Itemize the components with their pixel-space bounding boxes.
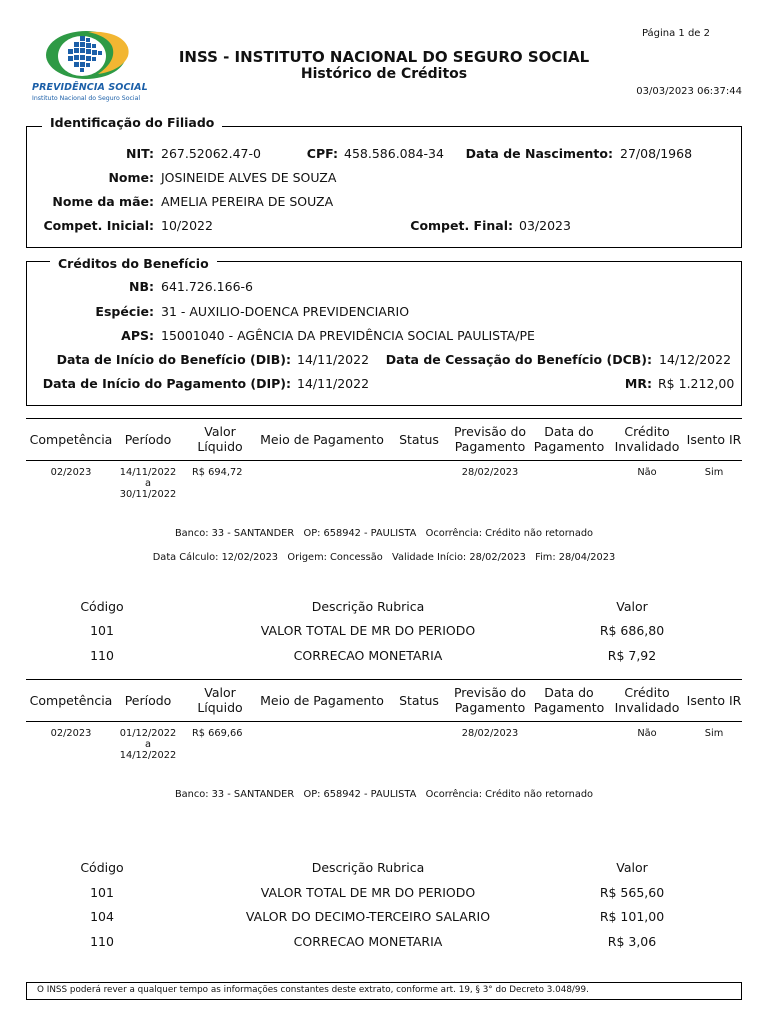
col-valor-liquido-2: Líquido <box>197 700 243 715</box>
cell-periodo-end: 14/12/2022 <box>119 750 177 761</box>
document-subtitle: Histórico de Créditos <box>300 66 468 82</box>
cell-isento: Sim <box>704 728 724 739</box>
rubrica-codigo: 104 <box>90 909 114 924</box>
col-valor-liquido-2: Líquido <box>197 439 243 454</box>
col-previsao-1: Previsão do <box>453 685 527 700</box>
document-title: INSS - INSTITUTO NACIONAL DO SEGURO SOCIAL <box>178 48 590 66</box>
cell-previsao: 28/02/2023 <box>461 728 519 739</box>
banco-info: Banco: 33 - SANTANDER OP: 658942 - PAULISTA Ocorrência: Crédito não retornado <box>174 789 594 800</box>
rubrica-codigo: 101 <box>90 885 114 900</box>
name-label: Nome: <box>108 170 154 185</box>
mr-value: R$ 1.212,00 <box>658 376 735 391</box>
aps-label: APS: <box>121 328 154 343</box>
rubrica-descricao: CORRECAO MONETARIA <box>293 648 443 663</box>
rubrica-valor: R$ 7,92 <box>607 648 657 663</box>
dcb-label: Data de Cessação do Benefício (DCB): <box>385 352 652 367</box>
col-isento-ir: Isento IR <box>686 693 742 708</box>
calculo-info: Data Cálculo: 12/02/2023 Origem: Concessão Validade Início: 28/02/2023 Fim: 28/04/2023 <box>152 552 616 563</box>
col-credito-invalidado-2: Invalidado <box>614 700 680 715</box>
cell-isento: Sim <box>704 467 724 478</box>
col-previsao-1: Previsão do <box>453 424 527 439</box>
rubrica-col-codigo: Código <box>80 599 124 614</box>
col-competencia: Competência <box>29 693 113 708</box>
compet-inicial-value: 10/2022 <box>161 218 213 233</box>
compet-final-label: Compet. Final: <box>410 218 513 233</box>
rubrica-codigo: 110 <box>90 934 114 949</box>
table-rule <box>26 721 742 722</box>
col-data-pagamento-1: Data do <box>544 424 594 439</box>
mother-name-value: AMELIA PEREIRA DE SOUZA <box>161 194 334 209</box>
aps-value: 15001040 - AGÊNCIA DA PREVIDÊNCIA SOCIAL PAULISTA/PE <box>161 328 535 343</box>
col-periodo: Período <box>124 693 172 708</box>
birth-date-label: Data de Nascimento: <box>465 146 613 161</box>
cell-competencia: 02/2023 <box>50 467 92 478</box>
logo-title: PREVIDÊNCIA SOCIAL <box>32 82 148 93</box>
col-data-pagamento-1: Data do <box>544 685 594 700</box>
cpf-label: CPF: <box>306 146 338 161</box>
nit-value: 267.52062.47-0 <box>161 146 261 161</box>
rubrica-col-descricao: Descrição Rubrica <box>311 599 425 614</box>
table-rule <box>26 460 742 461</box>
rubrica-descricao: CORRECAO MONETARIA <box>293 934 443 949</box>
especie-value: 31 - AUXILIO-DOENCA PREVIDENCIARIO <box>161 304 410 319</box>
col-credito-invalidado-2: Invalidado <box>614 439 680 454</box>
page-number: Página 1 de 2 <box>641 28 710 39</box>
rubrica-col-descricao: Descrição Rubrica <box>311 860 425 875</box>
dcb-value: 14/12/2022 <box>659 352 732 367</box>
col-meio-pagamento: Meio de Pagamento <box>260 432 384 447</box>
rubrica-col-valor: Valor <box>616 599 648 614</box>
nb-label: NB: <box>129 279 154 294</box>
col-data-pagamento-2: Pagamento <box>533 700 605 715</box>
col-credito-invalidado-1: Crédito <box>624 424 670 439</box>
cell-periodo-start: 14/11/2022 <box>119 467 177 478</box>
cell-previsao: 28/02/2023 <box>461 467 519 478</box>
especie-label: Espécie: <box>95 304 154 319</box>
rubrica-codigo: 110 <box>90 648 114 663</box>
cell-competencia: 02/2023 <box>50 728 92 739</box>
cell-periodo-start: 01/12/2022 <box>119 728 177 739</box>
filiado-legend: Identificação do Filiado <box>42 115 222 130</box>
mother-name-label: Nome da mãe: <box>52 194 154 209</box>
name-value: JOSINEIDE ALVES DE SOUZA <box>161 170 337 185</box>
col-previsao-2: Pagamento <box>454 700 526 715</box>
compet-final-value: 03/2023 <box>519 218 571 233</box>
rubrica-valor: R$ 686,80 <box>599 623 665 638</box>
rubrica-valor: R$ 101,00 <box>599 909 665 924</box>
col-data-pagamento-2: Pagamento <box>533 439 605 454</box>
dip-value: 14/11/2022 <box>297 376 370 391</box>
legal-disclaimer: O INSS poderá rever a qualquer tempo as informações constantes deste extrato, conforme art. 19, § 3° do Decreto 3.048/99. <box>26 982 742 1000</box>
col-previsao-2: Pagamento <box>454 439 526 454</box>
beneficio-legend: Créditos do Benefício <box>50 256 217 271</box>
rubrica-descricao: VALOR TOTAL DE MR DO PERIODO <box>260 885 476 900</box>
cell-invalidado: Não <box>637 728 657 739</box>
cell-periodo-sep: a <box>144 478 151 489</box>
rubrica-col-valor: Valor <box>616 860 648 875</box>
banco-info: Banco: 33 - SANTANDER OP: 658942 - PAULISTA Ocorrência: Crédito não retornado <box>174 528 594 539</box>
cell-periodo-sep: a <box>144 739 151 750</box>
rubrica-col-codigo: Código <box>80 860 124 875</box>
dib-value: 14/11/2022 <box>297 352 370 367</box>
table-rule <box>26 679 742 680</box>
rubrica-valor: R$ 3,06 <box>607 934 657 949</box>
col-credito-invalidado-1: Crédito <box>624 685 670 700</box>
cell-valor: R$ 669,66 <box>192 728 243 739</box>
logo-subtitle: Instituto Nacional do Seguro Social <box>32 95 141 102</box>
nb-value: 641.726.166-6 <box>161 279 253 294</box>
table-rule <box>26 418 742 419</box>
col-meio-pagamento: Meio de Pagamento <box>260 693 384 708</box>
col-status: Status <box>399 432 439 447</box>
col-valor-liquido-1: Valor <box>204 424 236 439</box>
generation-timestamp: 03/03/2023 06:37:44 <box>636 86 742 97</box>
dip-label: Data de Início do Pagamento (DIP): <box>42 376 291 391</box>
rubrica-codigo: 101 <box>90 623 114 638</box>
cell-periodo-end: 30/11/2022 <box>119 489 177 500</box>
cpf-value: 458.586.084-34 <box>344 146 444 161</box>
nit-label: NIT: <box>126 146 154 161</box>
col-isento-ir: Isento IR <box>686 432 742 447</box>
mr-label: MR: <box>624 376 652 391</box>
compet-inicial-label: Compet. Inicial: <box>43 218 154 233</box>
col-periodo: Período <box>124 432 172 447</box>
cell-invalidado: Não <box>637 467 657 478</box>
rubrica-descricao: VALOR TOTAL DE MR DO PERIODO <box>260 623 476 638</box>
rubrica-valor: R$ 565,60 <box>599 885 665 900</box>
rubrica-descricao: VALOR DO DECIMO-TERCEIRO SALARIO <box>245 909 491 924</box>
birth-date-value: 27/08/1968 <box>620 146 693 161</box>
col-valor-liquido-1: Valor <box>204 685 236 700</box>
dib-label: Data de Início do Benefício (DIB): <box>56 352 291 367</box>
cell-valor: R$ 694,72 <box>192 467 243 478</box>
col-competencia: Competência <box>29 432 113 447</box>
col-status: Status <box>399 693 439 708</box>
